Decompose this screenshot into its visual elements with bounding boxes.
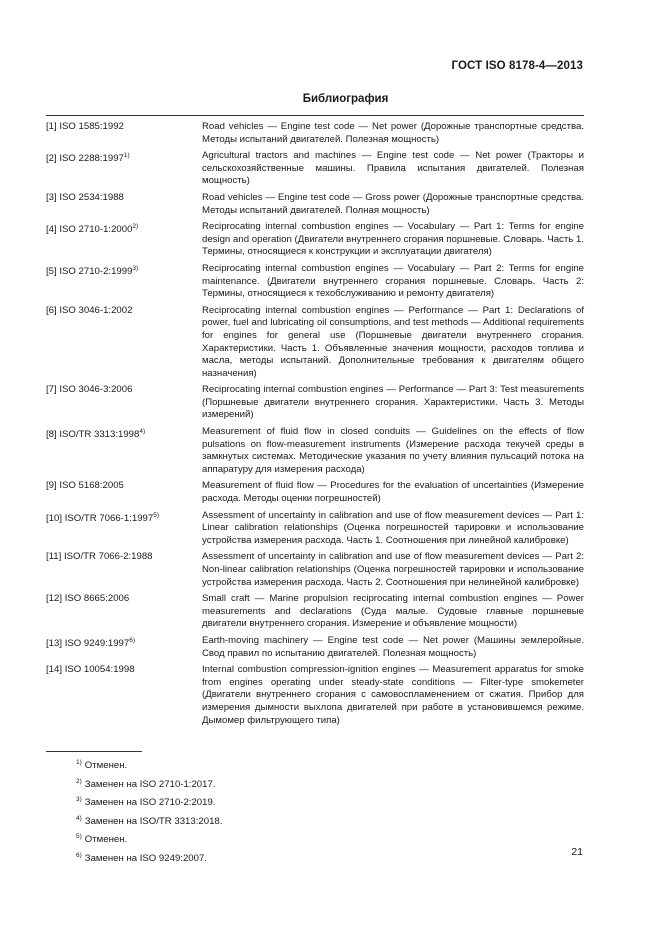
entry-number: [4] [46, 224, 57, 236]
bibliography-entry [46, 635, 584, 660]
bibliography-entry [46, 664, 584, 727]
entry-standard-code: ISO 2288:1997 [59, 153, 124, 165]
entry-footnote-mark: 1) [123, 152, 130, 160]
footnote [76, 792, 222, 811]
entry-standard-code: ISO 2534:1988 [59, 191, 124, 203]
bibliography-entry [46, 221, 584, 259]
footnote [76, 829, 222, 848]
entry-number: [2] [46, 153, 57, 165]
entry-standard-code: ISO 8665:2006 [64, 593, 130, 605]
entry-reference [46, 192, 202, 217]
bibliography-list [46, 121, 584, 731]
entry-title: Road vehicles — Engine test code — Net power (Дорожные транспортные средства. Методы испытаний двигателей. Полезная мощность) [202, 121, 584, 145]
entry-reference [46, 305, 202, 381]
entry-reference [46, 263, 202, 301]
entry-number: [14] [46, 664, 63, 676]
bibliography-entry [46, 121, 584, 146]
entry-number: [13] [46, 638, 63, 650]
document-code: ГОСТ ISO 8178-4—2013 [451, 60, 583, 72]
bibliography-entry [46, 384, 584, 422]
footnote-mark: 2) [76, 777, 82, 785]
entry-number: [11] [46, 551, 62, 563]
entry-title: Measurement of fluid flow in closed conduits — Guidelines on the effects of flow pulsations on flow-measurement instruments (Измерение расхода текучей среды в замкнутых системах. Методические указания по учету влияния пульсаций потока на аппаратуру для измерения расхода) [202, 426, 584, 475]
footnote-divider [46, 751, 142, 752]
bibliography-entry [46, 150, 584, 188]
entry-standard-code: ISO/TR 7066-2:1988 [63, 551, 153, 563]
entry-number: [3] [46, 191, 57, 203]
entry-title: Assessment of uncertainty in calibration and use of flow measurement devices — Part 2: Non-linear calibration relationships (Оценка погрешностей тарировки и использование устройства измерения расхода. Часть 2. Соотношения при нелинейной калибровке) [202, 551, 584, 588]
entry-reference [46, 551, 202, 589]
entry-reference [46, 593, 202, 631]
entry-standard-code: ISO 5168:2005 [59, 480, 124, 492]
bibliography-entry [46, 426, 584, 476]
bibliography-entry [46, 510, 584, 548]
entry-reference [46, 121, 202, 146]
entry-title: Road vehicles — Engine test code — Gross power (Дорожные транспортные средства. Методы испытаний двигателей. Полная мощность) [202, 191, 584, 216]
entry-reference [46, 384, 202, 422]
entry-reference [46, 426, 202, 476]
header-divider [46, 115, 584, 116]
footnote-text: Заменен на ISO 2710-2:2019. [84, 797, 216, 809]
entry-standard-code: ISO 3046-1:2002 [59, 304, 133, 316]
entry-reference [46, 480, 202, 505]
section-title-text: Библиография [302, 93, 389, 105]
entry-standard-code: ISO 1585:1992 [59, 121, 124, 132]
footnote-text: Заменен на ISO 9249:2007. [84, 853, 207, 865]
footnote [76, 755, 222, 774]
entry-standard-code: ISO/TR 7066-1:1997 [64, 512, 154, 524]
entry-reference [46, 510, 202, 548]
entry-title: Reciprocating internal combustion engines — Performance — Part 1: Declarations of power, fuel and lubricating oil consumptions, and test methods — Additional requirements for engines for general use (Поршневые двигатели внутреннего сгорания. Характеристики. Часть 1. Объявленные значения мощности, расходов топлива и масла, методы испытаний. Дополнительные требования к двигателям общего назначения) [202, 304, 584, 379]
entry-reference [46, 664, 202, 727]
footnote-text: Заменен на ISO/TR 3313:2018. [84, 815, 223, 827]
footnote-mark: 3) [76, 796, 82, 804]
entry-footnote-mark: 6) [129, 636, 136, 644]
entry-title: Reciprocating internal combustion engines — Vocabulary — Part 2: Terms for engine maintenance. (Двигатели внутреннего сгорания поршневые. Словарь. Часть 2: Термины, относящиеся к техобслуживанию и ремонту двигателя) [202, 262, 584, 300]
entry-standard-code: ISO 9249:1997 [64, 638, 130, 650]
bibliography-entry [46, 305, 584, 381]
entry-number: [6] [46, 304, 57, 316]
footnote [76, 848, 222, 867]
entry-title: Agricultural tractors and machines — Engine test code — Net power (Тракторы и сельскохозяйственные машины. Правила испытания двигателей. Полезная мощность) [202, 150, 584, 187]
entry-standard-code: ISO 2710-1:2000 [59, 224, 133, 236]
entry-number: [8] [46, 429, 57, 441]
bibliography-entry [46, 593, 584, 631]
page-number: 21 [571, 846, 583, 858]
entry-footnote-mark: 4) [139, 428, 146, 436]
footnote-mark: 4) [76, 814, 82, 822]
entry-number: [12] [46, 593, 63, 605]
entry-standard-code: ISO/TR 3313:1998 [59, 429, 140, 441]
entry-reference [46, 635, 202, 660]
footnote [76, 811, 222, 830]
entry-footnote-mark: 5) [153, 511, 159, 519]
bibliography-entry [46, 480, 584, 505]
footnote-mark: 5) [76, 833, 82, 841]
footnote-text: Заменен на ISO 2710-1:2017. [84, 778, 216, 790]
bibliography-entry [46, 551, 584, 589]
entry-number: [1] [46, 121, 57, 132]
entry-standard-code: ISO 10054:1998 [64, 664, 135, 676]
bibliography-entry [46, 192, 584, 217]
entry-reference [46, 150, 202, 188]
entry-reference [46, 221, 202, 259]
footnote-mark: 6) [76, 851, 82, 859]
entry-title: Internal combustion compression-ignition engines — Measurement apparatus for smoke from engines operating under steady-state conditions — Filter-type smokemeter (Двигатели внутреннего сгорания с самовоспламенением от сжатия. Прибор для измерения дымности выхлопа двигателей при работе в установившемся режиме. Дымомер фильтрующего типа) [202, 664, 584, 726]
entry-number: [5] [46, 266, 57, 278]
entry-footnote-mark: 3) [132, 264, 139, 272]
entry-title: Assessment of uncertainty in calibration and use of flow measurement devices — Part 1: Linear calibration relationships (Оценка погрешностей тарировки и использование устройства измерения расхода. Часть 1. Соотношения при линейной калибровке) [202, 509, 584, 546]
footnote-text: Отменен. [84, 834, 128, 846]
entry-number: [10] [46, 512, 63, 524]
footnote-text: Отменен. [84, 760, 128, 772]
entry-standard-code: ISO 3046-3:2006 [59, 384, 133, 396]
entry-title: Measurement of fluid flow — Procedures for the evaluation of uncertainties (Измерение расхода. Методы оценки погрешностей) [202, 480, 584, 505]
entry-standard-code: ISO 2710-2:1999 [59, 266, 133, 278]
section-title [0, 93, 661, 105]
footnote-mark: 1) [76, 759, 82, 766]
footnotes-list [76, 755, 222, 867]
entry-title: Earth-moving machinery — Engine test code — Net power (Машины землеройные. Свод правил по испытанию двигателей. Полезная мощность) [202, 634, 584, 659]
entry-title: Reciprocating internal combustion engines — Performance — Part 3: Test measurements (Поршневые двигатели внутреннего сгорания. Характеристики. Часть 3. Методы измерений) [202, 384, 584, 421]
entry-footnote-mark: 2) [132, 223, 139, 231]
entry-number: [7] [46, 384, 57, 396]
footnote [76, 774, 222, 793]
entry-number: [9] [46, 480, 57, 492]
entry-title: Reciprocating internal combustion engines — Vocabulary — Part 1: Terms for engine design and operation (Двигатели внутреннего сгорания поршневые. Словарь. Часть 1. Термины, относящиеся к конструкции и эксплуатации двигателя) [202, 221, 584, 258]
bibliography-entry [46, 263, 584, 301]
entry-title: Small craft — Marine propulsion reciprocating internal combustion engines — Power measurements and declarations (Суда малые. Судовые главные поршневые двигатели внутреннего сгорания. Измерение и объявление мощности) [202, 593, 584, 630]
